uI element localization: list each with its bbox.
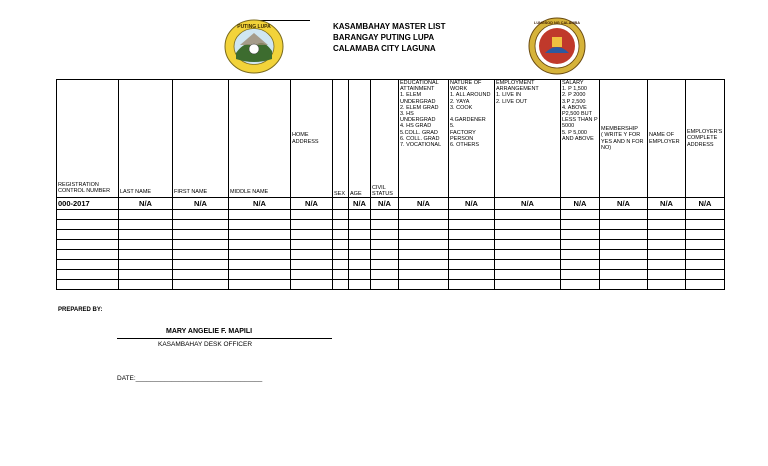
empty-cell — [291, 280, 333, 290]
signatory-name: MARY ANGELIE F. MAPILI — [166, 328, 253, 335]
cell-employer: N/A — [648, 198, 686, 210]
cell-last: N/A — [119, 198, 173, 210]
header-row — [57, 80, 725, 188]
empty-cell — [561, 230, 600, 240]
empty-cell — [119, 260, 173, 270]
col-salary — [561, 80, 600, 198]
header-line: NO) — [601, 144, 612, 151]
header-line: EDUCATIONAL — [400, 80, 439, 86]
empty-cell — [495, 230, 561, 240]
empty-cell — [686, 230, 725, 240]
empty-cell — [349, 280, 371, 290]
empty-cell — [349, 270, 371, 280]
empty-cell — [333, 220, 349, 230]
empty-cell — [349, 220, 371, 230]
empty-cell — [600, 260, 648, 270]
cell-first: N/A — [173, 198, 229, 210]
empty-cell — [371, 240, 399, 250]
empty-cell — [371, 270, 399, 280]
col-employer-address — [686, 80, 725, 198]
col-civil-status: CIVIL STATUS — [371, 80, 399, 198]
empty-cell — [495, 210, 561, 220]
cell-civil: N/A — [371, 198, 399, 210]
col-education — [399, 80, 449, 198]
cell-salary: N/A — [561, 198, 600, 210]
empty-cell — [648, 240, 686, 250]
header-line: 2. P 2000 — [562, 92, 586, 99]
empty-cell — [686, 220, 725, 230]
empty-cell — [561, 270, 600, 280]
empty-cell — [173, 260, 229, 270]
header-line: ADDRESS — [687, 141, 714, 148]
barangay-seal-left — [224, 19, 284, 74]
col-membership — [600, 80, 648, 198]
empty-cell — [600, 270, 648, 280]
header-line: COMPLETE — [687, 135, 718, 142]
empty-cell — [119, 240, 173, 250]
empty-cell — [561, 210, 600, 220]
empty-cell — [600, 210, 648, 220]
cell-age: N/A — [349, 198, 371, 210]
empty-cell — [399, 210, 449, 220]
empty-cell — [57, 280, 119, 290]
header-line: UNDERGRAD — [400, 98, 436, 105]
empty-cell — [399, 280, 449, 290]
empty-cell — [173, 270, 229, 280]
empty-cell — [495, 260, 561, 270]
header-line: 1. ELEM — [400, 92, 422, 99]
col-home-address: HOME ADDRESS — [291, 80, 333, 198]
cell-address: N/A — [291, 198, 333, 210]
empty-cell — [229, 260, 291, 270]
header-line: ATTAINMENT — [400, 86, 435, 93]
empty-cell — [399, 250, 449, 260]
header-line: 5. — [450, 123, 455, 130]
empty-cell — [495, 240, 561, 250]
empty-cell — [333, 270, 349, 280]
empty-cell — [449, 250, 495, 260]
empty-cell — [686, 260, 725, 270]
empty-cell — [119, 220, 173, 230]
empty-cell — [119, 210, 173, 220]
empty-cell — [173, 280, 229, 290]
empty-cell — [648, 210, 686, 220]
empty-cell — [449, 270, 495, 280]
col-sex: SEX — [333, 80, 349, 198]
cell-work: N/A — [449, 198, 495, 210]
empty-cell — [561, 250, 600, 260]
empty-cell — [333, 230, 349, 240]
empty-cell — [349, 260, 371, 270]
title-line-3: CALAMABA CITY LAGUNA — [333, 44, 436, 53]
empty-cell — [648, 280, 686, 290]
city-seal-right — [528, 17, 586, 75]
col-last-name: LAST NAME — [119, 188, 173, 198]
empty-cell — [333, 280, 349, 290]
empty-cell — [648, 270, 686, 280]
empty-cell — [600, 250, 648, 260]
empty-cell — [686, 210, 725, 220]
empty-cell — [349, 240, 371, 250]
header-line: 3. HS — [400, 111, 414, 118]
empty-cell — [57, 230, 119, 240]
empty-cell — [173, 210, 229, 220]
empty-cell — [495, 280, 561, 290]
prepared-by-label: PREPARED BY: — [58, 307, 103, 313]
header-line: 2. ELEM GRAD — [400, 104, 439, 111]
header-line: 5000 — [562, 123, 575, 130]
empty-cell — [449, 210, 495, 220]
signatory-title: KASAMBAHAY DESK OFFICER — [158, 341, 253, 348]
empty-cell — [399, 240, 449, 250]
col-middle-name: MIDDLE NAME — [229, 188, 291, 198]
header-line: WORK — [450, 86, 468, 93]
header-line: SALARY — [562, 80, 584, 86]
header-line: 4. HS GRAD — [400, 123, 432, 130]
empty-cell — [291, 270, 333, 280]
empty-cell — [57, 270, 119, 280]
empty-cell — [333, 260, 349, 270]
table-row — [57, 240, 725, 250]
header-line: LESS THAN P — [562, 117, 598, 124]
empty-cell — [57, 240, 119, 250]
header-line: 1. LIVE IN — [496, 92, 522, 99]
empty-cell — [371, 220, 399, 230]
empty-cell — [686, 250, 725, 260]
empty-cell — [229, 240, 291, 250]
col-employer — [648, 80, 686, 198]
table-row — [57, 270, 725, 280]
empty-cell — [119, 280, 173, 290]
seal-right-text: LUNGSOD NG CALAMBA — [534, 20, 580, 25]
header-line: NAME OF — [649, 132, 675, 139]
col-name-blank — [119, 80, 173, 188]
table-row — [57, 210, 725, 220]
title-line-2: BARANGAY PUTING LUPA — [333, 33, 435, 42]
empty-cell — [349, 210, 371, 220]
header-line: 5. P 5,000 — [562, 129, 587, 136]
empty-cell — [686, 280, 725, 290]
empty-cell — [371, 280, 399, 290]
empty-cell — [349, 250, 371, 260]
cell-employment: N/A — [495, 198, 561, 210]
empty-cell — [399, 260, 449, 270]
empty-cell — [291, 250, 333, 260]
empty-cell — [291, 230, 333, 240]
signature-line — [117, 338, 332, 339]
cell-membership: N/A — [600, 198, 648, 210]
header-line: ( WRITE Y FOR — [601, 132, 641, 139]
header-line: 3.P 2,500 — [562, 98, 586, 105]
empty-cell — [561, 240, 600, 250]
empty-cell — [371, 210, 399, 220]
col-name-blank — [173, 80, 229, 188]
empty-cell — [399, 230, 449, 240]
seal-left-text: PUTING LUPA — [237, 24, 271, 30]
empty-cell — [495, 220, 561, 230]
header-line: EMPLOYER'S — [687, 129, 723, 136]
empty-cell — [561, 260, 600, 270]
table-row — [57, 250, 725, 260]
empty-cell — [686, 240, 725, 250]
empty-cell — [600, 240, 648, 250]
header-line: 4. ABOVE — [562, 104, 587, 111]
table-row — [57, 230, 725, 240]
header-line: EMPLOYMENT — [496, 80, 535, 86]
header-line: MEMBERSHIP — [601, 126, 638, 133]
empty-cell — [119, 230, 173, 240]
empty-cell — [648, 220, 686, 230]
header-line: 6. OTHERS — [450, 142, 480, 149]
empty-cell — [57, 210, 119, 220]
empty-cell — [371, 260, 399, 270]
empty-cell — [600, 230, 648, 240]
empty-cell — [229, 270, 291, 280]
header-line: FACTORY — [450, 129, 476, 136]
empty-cell — [57, 250, 119, 260]
empty-cell — [57, 220, 119, 230]
col-name-blank — [229, 80, 291, 188]
empty-cell — [399, 220, 449, 230]
date-field: DATE:___________________________________ — [117, 375, 263, 382]
empty-cell — [229, 230, 291, 240]
header-line: 2. LIVE OUT — [496, 98, 528, 105]
document-header — [333, 21, 445, 54]
header-line: P2,500 BUT — [562, 111, 592, 118]
empty-cell — [349, 230, 371, 240]
header-line: 5.COLL. GRAD — [400, 129, 438, 136]
empty-cell — [686, 270, 725, 280]
header-line: YES AND N FOR — [601, 138, 644, 145]
empty-cell — [449, 230, 495, 240]
header-line: 4.GARDENER — [450, 117, 486, 124]
empty-cell — [229, 220, 291, 230]
col-first-name: FIRST NAME — [173, 188, 229, 198]
header-line: 6. COLL. GRAD — [400, 135, 440, 142]
header-line: 3. COOK — [450, 104, 473, 111]
empty-cell — [229, 280, 291, 290]
empty-cell — [333, 240, 349, 250]
empty-cell — [173, 220, 229, 230]
empty-cell — [600, 220, 648, 230]
empty-cell — [449, 280, 495, 290]
empty-cell — [119, 270, 173, 280]
empty-cell — [173, 230, 229, 240]
header-line: 2. YAYA — [450, 98, 470, 105]
header-line: EMPLOYER — [649, 138, 680, 145]
table-row — [57, 198, 725, 210]
header-line: 1. P 1,500 — [562, 86, 587, 93]
col-registration: REGISTRATION CONTROL NUMBER — [57, 80, 119, 198]
header-line: NATURE OF — [450, 80, 482, 86]
empty-cell — [648, 250, 686, 260]
header-line: AND ABOVE — [562, 135, 594, 142]
empty-cell — [495, 270, 561, 280]
empty-cell — [495, 250, 561, 260]
empty-cell — [648, 260, 686, 270]
empty-cell — [57, 260, 119, 270]
header-line: ARRANGEMENT — [496, 86, 539, 93]
empty-cell — [399, 270, 449, 280]
col-age: AGE — [349, 80, 371, 198]
title-line-1: KASAMBAHAY MASTER LIST — [333, 22, 446, 31]
empty-cell — [561, 220, 600, 230]
col-employment — [495, 80, 561, 198]
empty-cell — [371, 230, 399, 240]
empty-cell — [449, 240, 495, 250]
cell-control: 000-2017 — [57, 198, 119, 210]
table-row — [57, 260, 725, 270]
master-list-table — [56, 79, 725, 290]
col-nature-of-work — [449, 80, 495, 198]
empty-cell — [173, 240, 229, 250]
empty-cell — [449, 260, 495, 270]
cell-employer-address: N/A — [686, 198, 725, 210]
table-row — [57, 280, 725, 290]
empty-cell — [371, 250, 399, 260]
empty-cell — [291, 210, 333, 220]
cell-sex — [333, 198, 349, 210]
empty-cell — [119, 250, 173, 260]
header-line: PERSON — [450, 135, 474, 142]
empty-cell — [291, 260, 333, 270]
empty-cell — [173, 250, 229, 260]
empty-cell — [561, 280, 600, 290]
empty-cell — [333, 250, 349, 260]
empty-cell — [229, 250, 291, 260]
cell-education: N/A — [399, 198, 449, 210]
cell-middle: N/A — [229, 198, 291, 210]
header-line: UNDERGRAD — [400, 117, 436, 124]
empty-cell — [291, 220, 333, 230]
empty-cell — [291, 240, 333, 250]
header-line: 7. VOCATIONAL — [400, 142, 442, 149]
empty-cell — [600, 280, 648, 290]
empty-cell — [229, 210, 291, 220]
table-row — [57, 220, 725, 230]
empty-cell — [333, 210, 349, 220]
empty-cell — [648, 230, 686, 240]
empty-cell — [449, 220, 495, 230]
header-line: 1. ALL AROUND — [450, 92, 491, 99]
